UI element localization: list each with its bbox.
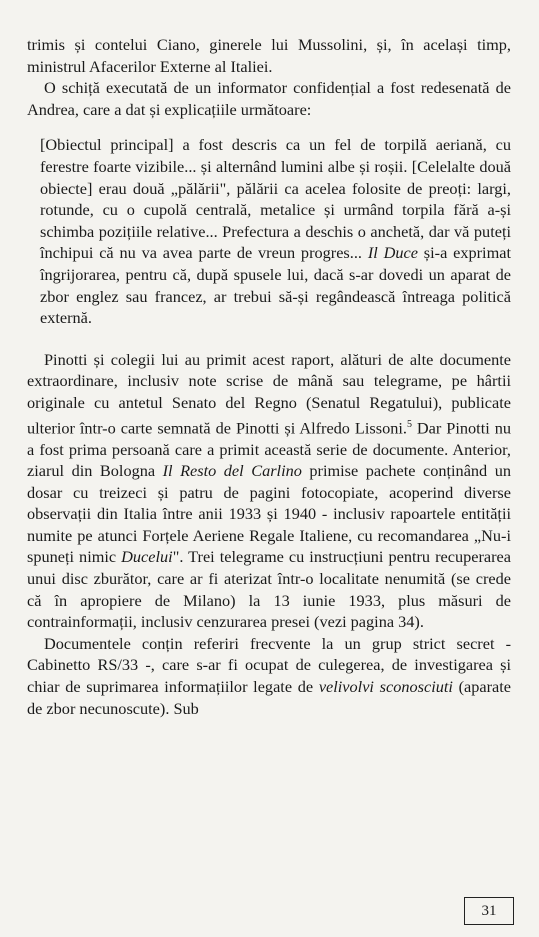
page-number-box: 31: [464, 897, 514, 925]
p4-text-2: (aparate de zbor necunoscute). Sub: [27, 677, 512, 718]
p3-text-2: Dar Pinotti nu a fost prima persoană care a primit această serie de documente. Anterior, ziarul din Bologna: [27, 417, 511, 481]
p3-italic-newspaper: Il Resto del Carlino: [162, 461, 302, 481]
paragraph-documents: [27, 633, 511, 719]
quote-text-2: și-a exprimat îngrijorarea, pentru că, după spusele lui, dacă s-ar dovedi un aparat de zbor englez sau francez, ar trebui să-și regândească întreaga politică externă.: [40, 243, 511, 328]
p3-text-3: primise pachete conținând un dosar cu treizeci și patru de pagini fotocopiate, acoperind diverse observații din Italia între anii 1933 și 1940 - inclusiv rapoartele entității numite pe atunci Forțele Aeriene Regale Italiene, cu recomandarea „Nu-i spuneți nimic: [27, 461, 512, 567]
body-text: [27, 34, 511, 719]
p3-italic-ducelui: Ducelui: [121, 547, 173, 567]
quote-text-1: [Obiectul principal] a fost descris ca un fel de torpilă aeriană, cu ferestre foarte vizibile... și alternând lumini albe și roșii. [Celelalte două obiecte] erau două „pălării", pălării ca acelea folosite de preoți: largi, rotunde, cu o cupolă centrală, metalice și urmând torpila fără a-și schimba pozițiile relative... Prefectura a deschis o anchetă, dar vă puteți închipui că nu va avea parte de vreun progres...: [40, 135, 511, 263]
p4-italic-term: velivolvi sconosciuti: [318, 677, 453, 697]
paragraph-continuation: trimis și contelui Ciano, ginerele lui Mussolini, și, în același timp, ministrul Afacerilor Externe al Italiei.: [27, 35, 511, 76]
quote-italic-il-duce: Il Duce: [367, 243, 418, 263]
p3-text-1: Pinotti și colegii lui au primit acest raport, alături de alte documente extraordinare, inclusiv note scrise de mână sau telegrame, pe hârtii originale cu antetul Senato del Regno (Senatul Regatului), publicate ulterior într-o carte semnată de Pinotti și Alfredo Lissoni.: [27, 349, 511, 437]
block-quote: [40, 134, 511, 328]
p3-text-4: ". Trei telegrame cu instrucțiuni pentru recuperarea unui disc zburător, care ar fi aterizat într-o localitate nenumită (se crede că în apropiere de Milano) la 13 iunie 1933, plus măsuri de contrainformații, inclusiv cenzurarea presei (vezi pagina 34).: [27, 547, 511, 632]
p4-text-1: Documentele conțin referiri frecvente la un grup strict secret - Cabinetto RS/33 -, care s-ar fi ocupat de culegerea, de investigarea și chiar de suprimarea informațiilor legate de: [27, 633, 511, 697]
paragraph-pinotti: [27, 349, 511, 633]
footnote-marker: 5: [406, 418, 412, 430]
paragraph-sketch-intro: O schiță executată de un informator confidențial a fost redesenată de Andrea, care a dat și explicațiile următoare:: [27, 78, 511, 119]
